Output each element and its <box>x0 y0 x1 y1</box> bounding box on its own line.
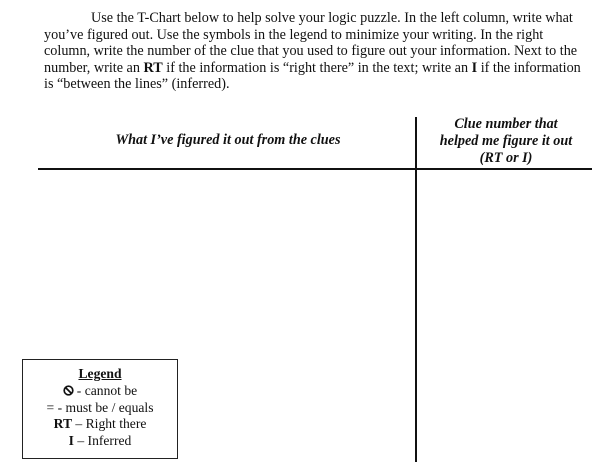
legend-item-must-be-text: - must be / equals <box>54 399 154 415</box>
instructions-rt-bold: RT <box>143 59 163 76</box>
tchart-horizontal-rule <box>38 168 592 170</box>
no-symbol-icon <box>63 385 74 396</box>
tchart-right-header-line-3: (RT or I) <box>479 150 533 166</box>
legend-item-must-be-symbol: = <box>46 399 55 415</box>
legend-item-cannot-be-text: - cannot be <box>76 382 138 398</box>
legend-item-inferred-text: – Inferred <box>73 433 132 449</box>
tchart-left-header: What I’ve figured it out from the clues <box>115 132 341 148</box>
legend-box <box>22 359 178 459</box>
tchart-vertical-rule <box>415 117 417 462</box>
instructions-text-2: if the information is “right there” in the text; write an <box>162 59 472 76</box>
legend-item-right-there <box>23 416 177 433</box>
instructions-text-3: if the information is “between the lines” (inferred). <box>44 59 581 93</box>
instructions-i-bold: I <box>471 59 478 76</box>
legend-item-right-there-symbol: RT <box>53 416 73 432</box>
legend-item-right-there-text: – Right there <box>72 416 147 432</box>
tchart-right-header-line-2: helped me figure it out <box>439 133 573 149</box>
legend-item-cannot-be <box>23 383 177 400</box>
legend-item-inferred <box>23 433 177 450</box>
tchart-right-header <box>420 116 592 167</box>
instructions-text-1: Use the T-Chart below to help solve your logic puzzle. In the left column, write what you’ve figured out. Use the symbols in the legend to minimize your writing. In the right column, write the number of the clue that you used to figure out your information. Next to the number, write an <box>44 10 578 76</box>
tchart-right-header-line-1: Clue number that <box>454 116 558 132</box>
legend-item-must-be <box>23 400 177 417</box>
legend-title: Legend <box>78 366 122 381</box>
legend-item-inferred-symbol: I <box>68 433 74 449</box>
instructions-paragraph <box>44 10 592 93</box>
